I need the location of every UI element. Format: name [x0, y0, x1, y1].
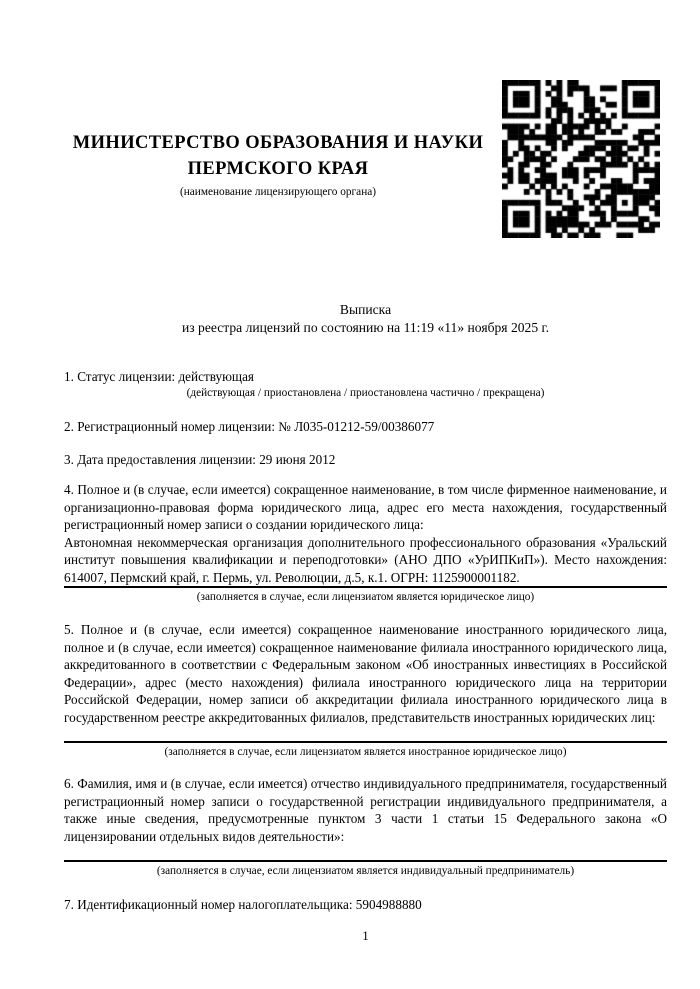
entrepreneur-underline [64, 860, 667, 862]
legal-entity-label: 4. Полное и (в случае, если имеется) сокращенное наименование, в том числе фирменное наименование, и организационно-правовая форма юридического лица, адрес его места нахождения, государственный регистрационный номер записи о создании юридического лица: [64, 482, 667, 532]
item-7-taxpayer-id [64, 896, 667, 914]
grant-date-text: 3. Дата предоставления лицензии: 29 июня 2012 [64, 452, 336, 467]
legal-entity-value: Автономная некоммерческая организация дополнительного профессионального образования «Уральский институт повышения квалификации и переподготовки» (АНО ДПО «УрИПКиП»). Место нахождения: 614007, Пермский край, г. Пермь, ул. Революции, д.5, к.1. ОГРН: 1125900001182. [64, 534, 667, 585]
qr-code [502, 80, 660, 238]
foreign-entity-caption: (заполняется в случае, если лицензиатом является иностранное юридическое лицо) [164, 746, 567, 758]
legal-entity-caption: (заполняется в случае, если лицензиатом является юридическое лицо) [196, 591, 535, 603]
license-status-text: 1. Статус лицензии: действующая [64, 369, 255, 384]
ministry-name-line1: МИНИСТЕРСТВО ОБРАЗОВАНИЯ И НАУКИ [72, 133, 484, 153]
document-title [64, 301, 667, 336]
item-4-legal-entity [64, 481, 667, 605]
foreign-entity-underline [64, 741, 667, 743]
page-number: 1 [362, 928, 369, 943]
license-status-caption: (действующая / приостановлена / приостановлена частично / прекращена) [186, 387, 545, 399]
item-5-foreign-entity [64, 621, 667, 761]
legal-entity-underline [64, 586, 667, 588]
ministry-name-line2: ПЕРМСКОГО КРАЯ [187, 159, 369, 179]
ministry-caption: (наименование лицензирующего органа) [179, 186, 377, 198]
item-1-license-status [64, 368, 667, 404]
entrepreneur-caption: (заполняется в случае, если лицензиатом является индивидуальный предприниматель) [156, 865, 575, 877]
licensing-authority-header [64, 130, 492, 199]
registration-number-text: 2. Регистрационный номер лицензии: № Л035-01212-59/00386077 [64, 419, 435, 434]
document-title-line1: Выписка [339, 302, 392, 317]
item-2-registration-number [64, 418, 667, 436]
item-6-individual-entrepreneur [64, 775, 667, 880]
entrepreneur-label: 6. Фамилия, имя и (в случае, если имеется) отчество индивидуального предпринимателя, государственный регистрационный номер записи о государственной регистрации индивидуального предпринимателя, а также иные сведения, предусмотренные пунктом 3 части 1 статьи 15 Федерального закона «О лицензировании отдельных видов деятельности»: [64, 776, 667, 844]
taxpayer-id-text: 7. Идентификационный номер налогоплательщика: 5904988880 [64, 897, 422, 912]
document-title-line2: из реестра лицензий по состоянию на 11:19 «11» ноября 2025 г. [181, 319, 549, 335]
foreign-entity-label: 5. Полное и (в случае, если имеется) сокращенное наименование иностранного юридического лица, полное и (в случае, если имеется) сокращенное наименование филиала иностранного юридического лица, аккредитованного в соответствии с Федеральным законом «Об иностранных инвестициях в Российской Федерации», адрес (место нахождения) филиала иностранного юридического лица на территории Российской Федерации, номер записи об аккредитации филиала иностранного юридического лица в государственном реестре аккредитованных филиалов, представительств иностранных юридических лиц: [64, 622, 667, 725]
item-3-grant-date [64, 451, 667, 469]
